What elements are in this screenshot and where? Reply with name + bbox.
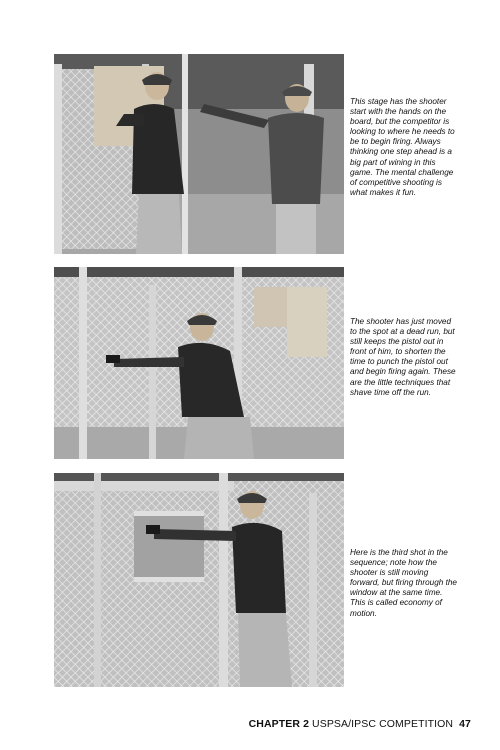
page-footer xyxy=(0,718,471,730)
photo-running-shooter xyxy=(54,267,344,459)
page-number: 47 xyxy=(459,718,471,730)
chapter-title: USPSA/IPSC COMPETITION xyxy=(312,718,454,730)
photo-window-shot xyxy=(54,473,344,687)
photo-caption: The shooter has just moved to the spot at a dead run, but still keeps the pistol out in front of him, to shorten the time to punch the pistol out and begin firing again. These are the little techniques that shave time off the run. xyxy=(350,317,456,397)
photo-caption: This stage has the shooter start with the hands on the board, but the competitor is looking to where he needs to be to begin firing. Always thinking one step ahead is a big part of wining in this game. The mental challenge of competitive shooting is what makes it fun. xyxy=(350,97,455,197)
photo-caption: Here is the third shot in the sequence; note how the shooter is still moving forward, but firing through the window at the same time. This is called economy of motion. xyxy=(350,548,457,618)
chapter-label: CHAPTER 2 xyxy=(248,718,310,730)
photo-hands-on-board xyxy=(54,54,344,254)
